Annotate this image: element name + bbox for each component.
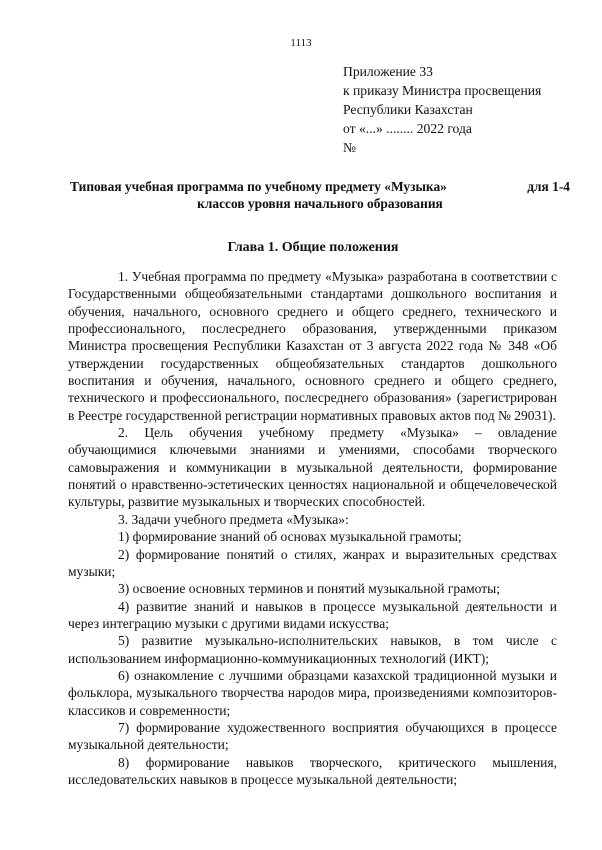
appendix-line: № [343, 140, 356, 155]
chapter-heading: Глава 1. Общие положения [227, 240, 399, 255]
list-item: 7) формирование художественного восприятия обучающихся в процессе музыкальной деятельности; [68, 719, 557, 753]
title-line-1: Типовая учебная программа по учебному предмету «Музыка» [70, 179, 447, 194]
list-item: 3) освоение основных терминов и понятий музыкальной грамоты; [118, 581, 500, 597]
list-item: 8) формирование навыков творческого, критического мышления, исследовательских навыков в процессе музыкальной деятельности; [68, 754, 557, 787]
document-title [70, 178, 570, 212]
paragraph: 3. Задачи учебного предмета «Музыка»: [118, 511, 349, 527]
appendix-line: Республики Казахстан [343, 102, 473, 117]
page-number: 1113 [290, 37, 312, 49]
paragraph: 2. Цель обучения учебному предмету «Музыка» – овладение обучающимися ключевыми знаниями и умениями, способами творческого самовыражения и коммуникации в музыкальной деятельности, формирование понятий о нравственно-эстетических ценностях национальной и общечеловеческой культуры, развитие музыкальных и творческих способностей. [68, 425, 557, 510]
list-item: 4) развитие знаний и навыков в процессе музыкальной деятельности и через интеграцию музыки с другими видами искусства; [68, 598, 557, 631]
list-item: 5) развитие музыкально-исполнительских навыков, в том числе с использованием информационно-коммуникационных технологий (ИКТ); [68, 633, 557, 666]
appendix-line: к приказу Министра просвещения [343, 83, 542, 98]
appendix-block [343, 62, 541, 157]
appendix-line: Приложение 33 [343, 64, 433, 79]
title-grades: для 1-4 [527, 179, 570, 194]
paragraph: 1. Учебная программа по предмету «Музыка» разработана в соответствии с Государственными общеобязательными стандартами дошкольного воспитания и обучения, начального, основного среднего и общего среднего, технического и профессионального, послесреднего образования, утвержденными приказом Министра просвещения Республики Казахстан от 3 августа 2022 года № 348 «Об утверждении государственных общеобязательных стандартов дошкольного воспитания и обучения, начального, основного среднего и общего среднего, технического и профессионального, послесреднего образования» (зарегистрирован в Реестре государственной регистрации нормативных правовых актов под № 29031). [68, 269, 557, 423]
document-body [68, 268, 557, 788]
list-item: 1) формирование знаний об основах музыкальной грамоты; [118, 529, 462, 545]
title-line-2: классов уровня начального образования [197, 196, 443, 211]
list-item: 2) формирование понятий о стилях, жанрах и выразительных средствах музыки; [68, 546, 557, 579]
list-item: 6) ознакомление с лучшими образцами казахской традиционной музыки и фольклора, музыкального творчества народов мира, произведениями композиторов-классиков и современности; [68, 667, 557, 718]
appendix-line: от «...» ........ 2022 года [343, 121, 472, 136]
